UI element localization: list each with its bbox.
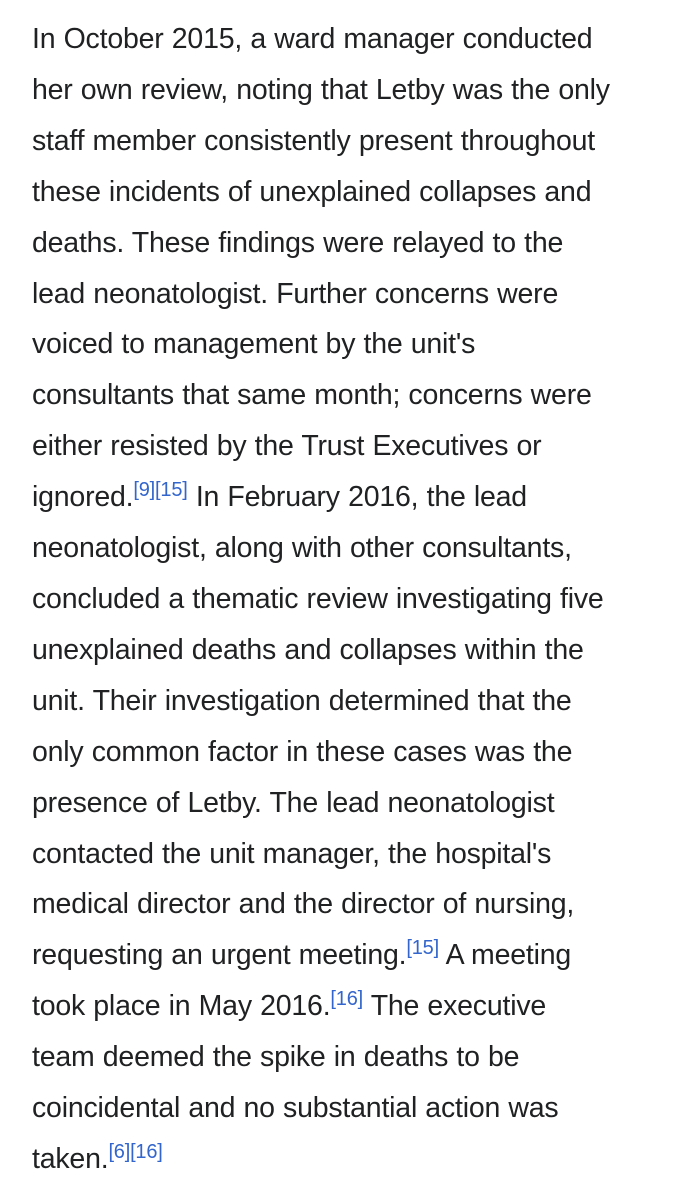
text-segment: The executive — [370, 990, 547, 1023]
text-line: her own review, noting that Letby was the only — [32, 73, 610, 106]
text-segment: In February 2016, the lead — [195, 481, 527, 514]
text-line: neonatologist, along with other consultants, — [32, 532, 572, 565]
text-line-with-citations — [32, 472, 682, 523]
text-segment: ignored. — [32, 481, 134, 514]
text-line: either resisted by the Trust Executives or — [32, 430, 542, 463]
text-line: staff member consistently present throughout — [32, 124, 595, 157]
citation-link[interactable]: [6] — [108, 1140, 131, 1163]
text-line-with-citations — [32, 1134, 682, 1185]
text-line: only common factor in these cases was the — [32, 735, 573, 768]
citation-link[interactable]: [16] — [130, 1140, 163, 1163]
text-line: presence of Letby. The lead neonatologist — [32, 786, 555, 819]
text-line: lead neonatologist. Further concerns were — [32, 277, 559, 310]
text-line-with-citations — [32, 981, 682, 1032]
text-line-with-citations — [32, 930, 682, 981]
citation-link[interactable]: [9] — [133, 479, 156, 502]
text-line: team deemed the spike in deaths to be — [32, 1041, 520, 1074]
text-line: deaths. These findings were relayed to the — [32, 226, 564, 259]
text-line: medical director and the director of nursing, — [32, 888, 575, 921]
article-paragraph — [32, 14, 682, 1185]
text-segment: A meeting — [445, 939, 572, 972]
text-line: contacted the unit manager, the hospital's — [32, 837, 552, 870]
citation-link[interactable]: [15] — [155, 479, 188, 502]
text-line: unexplained deaths and collapses within the — [32, 633, 584, 666]
text-line: concluded a thematic review investigating five — [32, 582, 604, 615]
citation-link[interactable]: [15] — [406, 937, 439, 960]
text-line: consultants that same month; concerns were — [32, 379, 592, 412]
text-segment: took place in May 2016. — [32, 990, 331, 1023]
text-line: In October 2015, a ward manager conducted — [32, 23, 593, 55]
text-line: coincidental and no substantial action was — [32, 1092, 559, 1125]
text-line: these incidents of unexplained collapses and — [32, 175, 592, 208]
text-line: voiced to management by the unit's — [32, 328, 476, 361]
text-segment: requesting an urgent meeting. — [32, 939, 407, 972]
text-line: unit. Their investigation determined that the — [32, 684, 572, 717]
citation-link[interactable]: [16] — [330, 988, 363, 1011]
text-segment: taken. — [32, 1142, 109, 1175]
